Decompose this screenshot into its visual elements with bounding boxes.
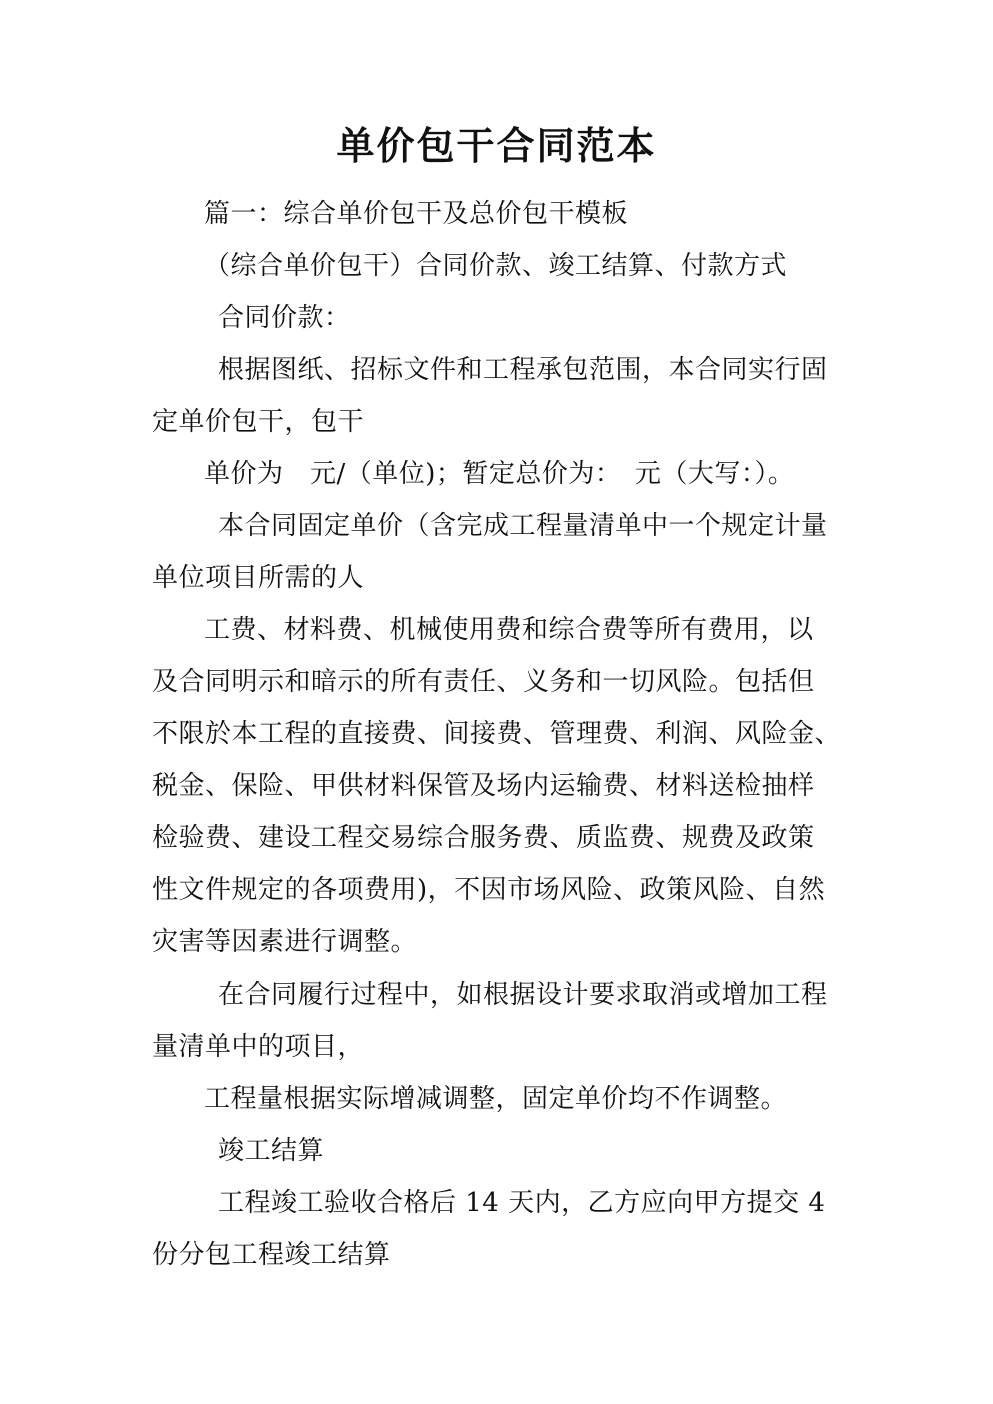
- text-line: 本合同固定单价（含完成工程量清单中一个规定计量: [218, 511, 828, 541]
- text-line: 在合同履行过程中，如根据设计要求取消或增加工程: [218, 980, 828, 1010]
- text-line: 工程竣工验收合格后 14 天内，乙方应向甲方提交 4: [218, 1188, 826, 1218]
- text-line: 检验费、建设工程交易综合服务费、质监费、规费及政策: [152, 823, 815, 853]
- text-line: 篇一：综合单价包干及总价包干模板: [204, 199, 629, 229]
- text-line: 及合同明示和暗示的所有责任、义务和一切风险。包括但: [152, 667, 815, 697]
- document-title: 单价包干合同范本: [336, 123, 657, 168]
- text-line: （综合单价包干）合同价款、竣工结算、付款方式: [204, 251, 788, 281]
- text-line: 工费、材料费、机械使用费和综合费等所有费用，以: [204, 615, 814, 645]
- text-line: 合同价款：: [218, 303, 351, 333]
- text-line: 竣工结算: [218, 1136, 325, 1166]
- text-line: 量清单中的项目，: [152, 1032, 365, 1062]
- text-line: 单位项目所需的人: [152, 563, 365, 593]
- text-line: 税金、保险、甲供材料保管及场内运输费、材料送检抽样: [152, 771, 815, 801]
- text-line: 单价为 元/（单位)；暂定总价为： 元（大写：）。: [204, 459, 795, 489]
- text-line: 份分包工程竣工结算: [152, 1240, 391, 1270]
- text-line: 定单价包干，包干: [152, 407, 365, 437]
- text-line: 工程量根据实际增减调整，固定单价均不作调整。: [204, 1084, 788, 1114]
- text-line: 根据图纸、招标文件和工程承包范围，本合同实行固: [218, 355, 828, 385]
- text-line: 灾害等因素进行调整。: [152, 927, 418, 957]
- text-line: 不限於本工程的直接费、间接费、管理费、利润、风险金、: [152, 719, 842, 749]
- text-line: 性文件规定的各项费用)，不因市场风险、政策风险、自然: [152, 875, 826, 905]
